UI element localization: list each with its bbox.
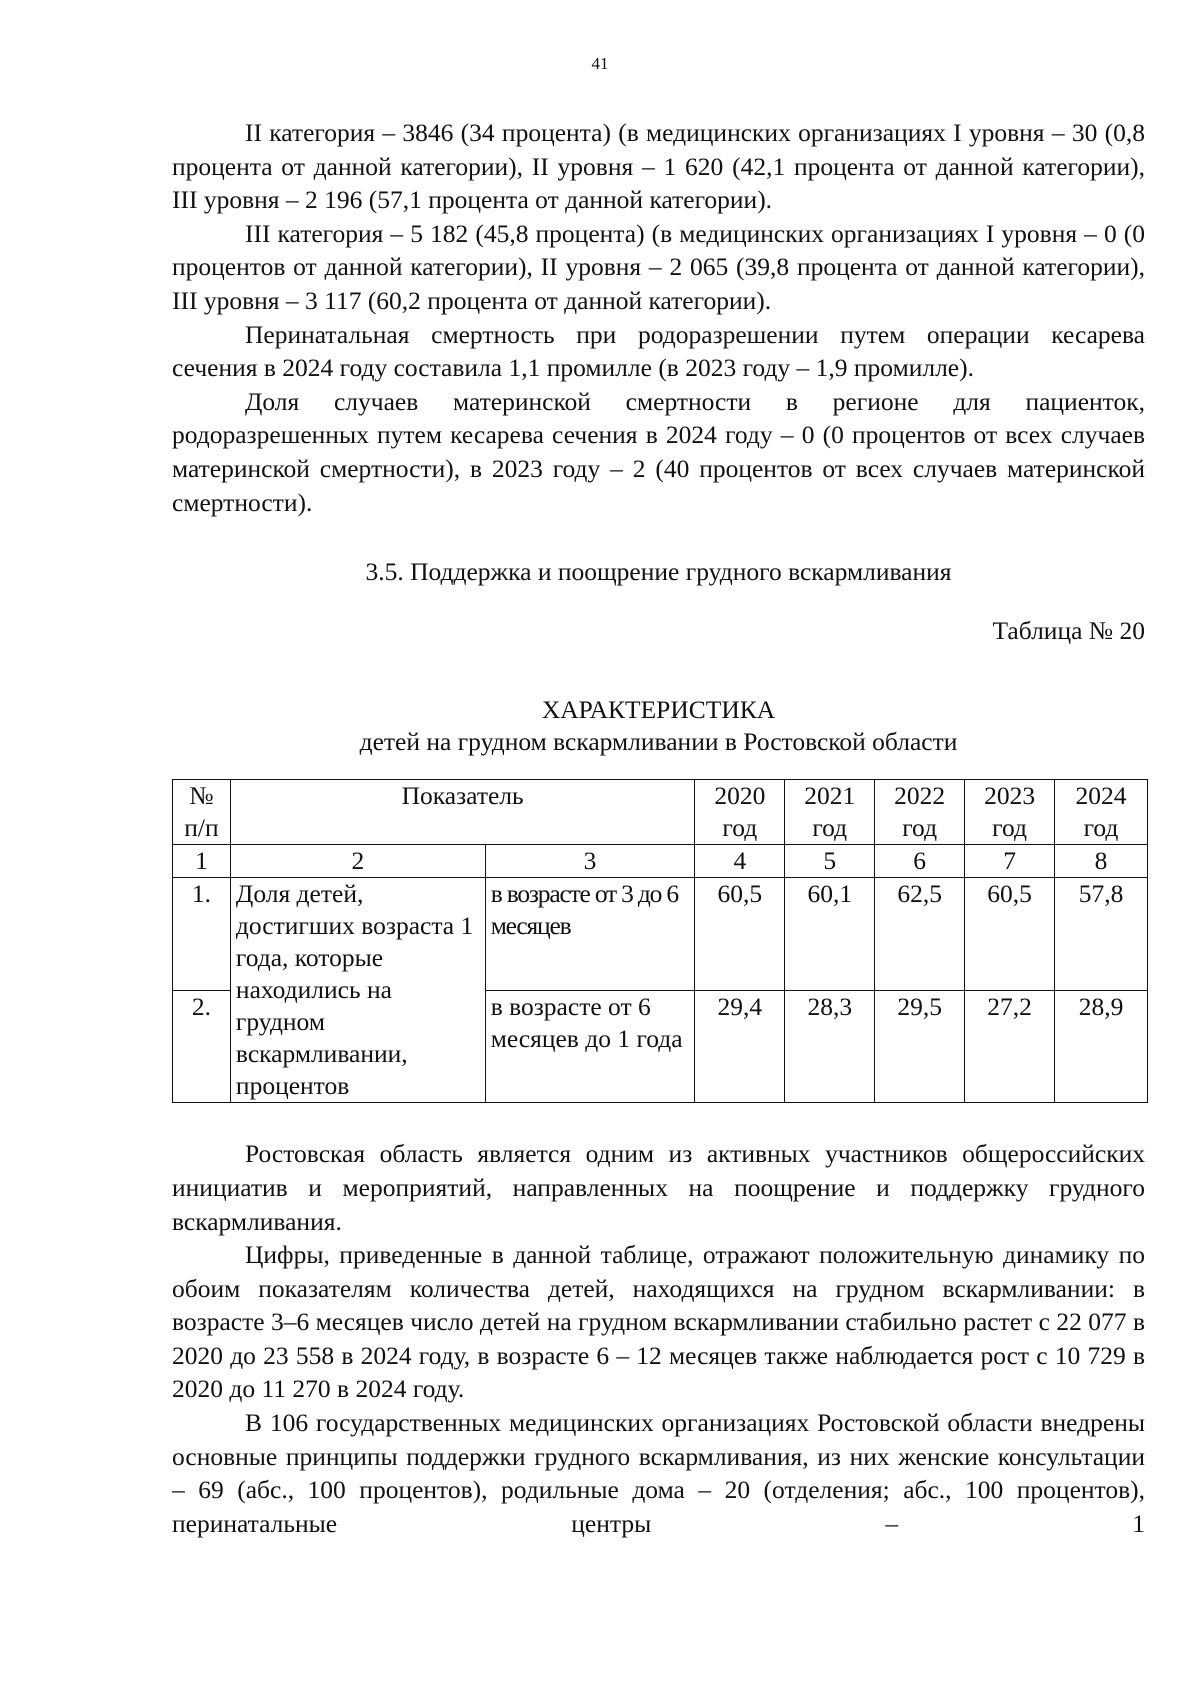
column-number: 1 — [173, 845, 231, 878]
column-number: 5 — [785, 845, 875, 878]
row-number: 1. — [173, 878, 231, 991]
paragraph-category-3: III категория – 5 182 (45,8 процента) (в медицинских организациях I уровня – 0 (0 процентов от данной категории), II уровня – 2 065 (39,8 процента от данной категории), III уровня – 3 117 (60,2 процента от данной категории). — [172, 218, 1145, 315]
table-title-block — [172, 694, 1145, 758]
header-year-2020: 2020 год — [695, 780, 785, 845]
page-number: 41 — [591, 54, 609, 73]
value-2024: 28,9 — [1055, 990, 1148, 1103]
table-subtitle: детей на грудном вскармливании в Ростовской области — [359, 727, 958, 757]
value-2022: 29,5 — [875, 990, 965, 1103]
column-number: 7 — [965, 845, 1055, 878]
value-2021: 60,1 — [785, 878, 875, 991]
value-2023: 27,2 — [965, 990, 1055, 1103]
paragraph-category-2: II категория – 3846 (34 процента) (в медицинских организациях I уровня – 30 (0,8 процента от данной категории), II уровня – 1 620 (42,1 процента от данной категории), III уровня – 2 196 (57,1 процента от данной категории). — [172, 118, 1145, 215]
header-year-2022: 2022 год — [875, 780, 965, 845]
header-year-2021: 2021 год — [785, 780, 875, 845]
table-title: ХАРАКТЕРИСТИКА — [541, 695, 776, 725]
value-2023: 60,5 — [965, 878, 1055, 991]
header-num: № п/п — [173, 780, 231, 845]
paragraph-perinatal-mortality: Перинатальная смертность при родоразрешении путем операции кесарева сечения в 2024 году составила 1,1 промилле (в 2023 году – 1,9 промилле). — [172, 319, 1145, 383]
age-group: в возрасте от 3 до 6 месяцев — [485, 878, 695, 991]
paragraph-maternal-mortality: Доля случаев материнской смертности в регионе для пациенток, родоразрешенных путем кесарева сечения в 2024 году – 0 (0 процентов от всех случаев материнской смертности), в 2023 году – 2 (40 процентов от всех случаев материнской смертности). — [172, 386, 1145, 517]
column-number: 8 — [1055, 845, 1148, 878]
row-number: 2. — [173, 990, 231, 1103]
column-number: 6 — [875, 845, 965, 878]
table-header-row — [173, 780, 1148, 845]
section-heading: 3.5. Поддержка и поощрение грудного вскармливания — [365, 557, 952, 587]
value-2024: 57,8 — [1055, 878, 1148, 991]
value-2022: 62,5 — [875, 878, 965, 991]
document-body — [172, 116, 1145, 1540]
paragraph-region-participation: Ростовская область является одним из активных участников общероссийских инициатив и мероприятий, направленных на поощрение и поддержку грудного вскармливания. — [172, 1139, 1145, 1236]
value-2020: 29,4 — [695, 990, 785, 1103]
indicator-label: Доля детей, достигших возраста 1 года, которые находились на грудном вскармливании, процентов — [230, 878, 485, 1103]
paragraph-organizations: В 106 государственных медицинских организациях Ростовской области внедрены основные принципы поддержки грудного вскармливания, из них женские консультации – 69 (абс., 100 процентов), родильные дома – 20 (отделения; абс., 100 процентов), перинатальные центры – 1 — [172, 1408, 1145, 1538]
paragraphs-after-table — [172, 1137, 1145, 1540]
age-group: в возрасте от 6 месяцев до 1 года — [485, 990, 695, 1103]
header-year-2023: 2023 год — [965, 780, 1055, 845]
value-2021: 28,3 — [785, 990, 875, 1103]
value-2020: 60,5 — [695, 878, 785, 991]
column-numbers-row — [173, 845, 1148, 878]
column-number: 2 — [230, 845, 485, 878]
paragraph-dynamics: Цифры, приведенные в данной таблице, отражают положительную динамику по обоим показателям количества детей, находящихся на грудном вскармливании: в возрасте 3–6 месяцев число детей на грудном вскармливании стабильно растет с 22 077 в 2020 до 23 558 в 2024 году, в возрасте 6 – 12 месяцев также наблюдается рост с 10 729 в 2020 до 11 270 в 2024 году. — [172, 1240, 1145, 1404]
table-number-label: Таблица № 20 — [992, 615, 1145, 645]
header-indicator: Показатель — [230, 780, 694, 845]
column-number: 3 — [485, 845, 695, 878]
table-row — [173, 878, 1148, 991]
header-year-2024: 2024 год — [1055, 780, 1148, 845]
breastfeeding-table — [172, 779, 1148, 1103]
column-number: 4 — [695, 845, 785, 878]
